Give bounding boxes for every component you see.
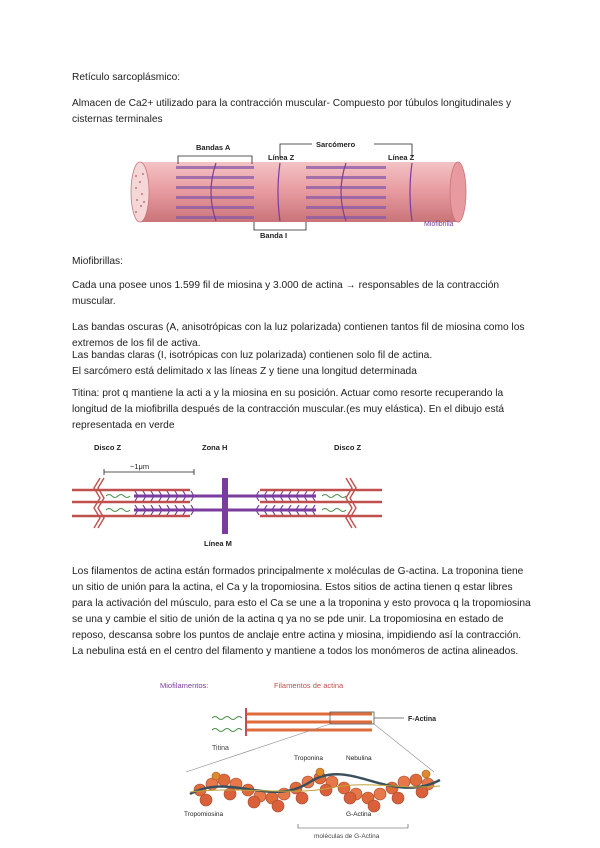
label-disco-z-left: Disco Z bbox=[94, 443, 122, 452]
label-titina: Titina bbox=[212, 745, 229, 752]
label-linea-z-1: Línea Z bbox=[268, 153, 295, 162]
para-bandas-oscuras: Las bandas oscuras (A, anisotrópicas con la luz polarizada) contienen tantos fil de miosina como los extremos de los fil de activa. bbox=[72, 322, 525, 349]
myofibril-end-left bbox=[131, 162, 149, 222]
label-tropomiosina: Tropomiosina bbox=[184, 811, 224, 818]
para-calcio: Almacen de Ca2+ utilizado para la contracción muscular- Compuesto por túbulos longitudinales y cisternas terminales bbox=[72, 98, 512, 125]
para-posee: Cada una posee unos 1.599 fil de miosina y 3.000 de actina → responsables de la contracción muscular. bbox=[72, 280, 500, 307]
label-linea-m: Línea M bbox=[204, 539, 232, 548]
myofibril-figure bbox=[130, 136, 470, 244]
label-miofibrilla: Miofibrilla bbox=[424, 221, 454, 228]
label-nebulina: Nebulina bbox=[346, 755, 372, 762]
label-bandas-a: Bandas A bbox=[196, 143, 231, 152]
label-linea-z-2: Línea Z bbox=[388, 153, 415, 162]
label-zona-h: Zona H bbox=[202, 443, 228, 452]
para-filamentos: Los filamentos de actina están formados principalmente x moléculas de G-actina. La troponina tiene un sitio de unión para la actina, el Ca y la tropomiosina. Estos sitios de actina tienen q estar libres para la activación del músculo, para esto el Ca se une a la troponina y esto provoca q la tropomiosina se una y cambie el sitio de unión de la actina q ya no se pde unir. La tropomiosina en estado de reposo, descansa sobre los puntos de anclaje entre actina y miosina, impidiendo así la contracción. La nebulina está en el centro del filamento y mantiene a todos los monómeros de actina alineados. bbox=[72, 566, 531, 657]
label-filamentos-actina: Filamentos de actina bbox=[274, 681, 344, 690]
label-troponina: Troponina bbox=[294, 755, 324, 762]
para-titina: Titina: prot q mantiene la acti a y la miosina en su posición. Actuar como resorte recuperando la longitud de la miofibrilla después de la contracción muscular.(es muy elástica). En el dibujo está representada en verde bbox=[72, 388, 505, 431]
label-moleculas-g-actina: moléculas de G-Actina bbox=[314, 833, 380, 840]
heading-reticulo: Retículo sarcoplásmico: bbox=[72, 72, 181, 83]
sarcomere-figure bbox=[72, 440, 392, 552]
bracket-banda-i bbox=[254, 222, 306, 230]
label-g-actina: G-Actina bbox=[346, 811, 372, 818]
thin-filament-titin bbox=[212, 717, 242, 732]
m-line bbox=[222, 478, 228, 534]
myofibril-end-right bbox=[450, 162, 466, 222]
bracket-g-actina bbox=[298, 824, 408, 828]
label-micrometer: ~1μm bbox=[130, 462, 150, 471]
para-sarcomero: El sarcómero está delimitado x las líneas Z y tiene una longitud determinada bbox=[72, 366, 417, 377]
actin-figure bbox=[150, 676, 470, 846]
para-bandas-claras: Las bandas claras (I, isotrópicas con luz polarizada) contienen solo fil de actina. bbox=[72, 350, 433, 361]
label-disco-z-right: Disco Z bbox=[334, 443, 362, 452]
g-actin-beads bbox=[194, 772, 434, 812]
label-miofilamentos: Miofilamentos: bbox=[160, 681, 209, 690]
thin-filaments bbox=[246, 714, 372, 730]
label-sarcomero: Sarcómero bbox=[316, 140, 356, 149]
label-banda-i: Banda I bbox=[260, 231, 288, 240]
label-f-actina: F-Actina bbox=[408, 716, 436, 723]
heading-miofibrillas: Miofibrillas: bbox=[72, 256, 123, 267]
